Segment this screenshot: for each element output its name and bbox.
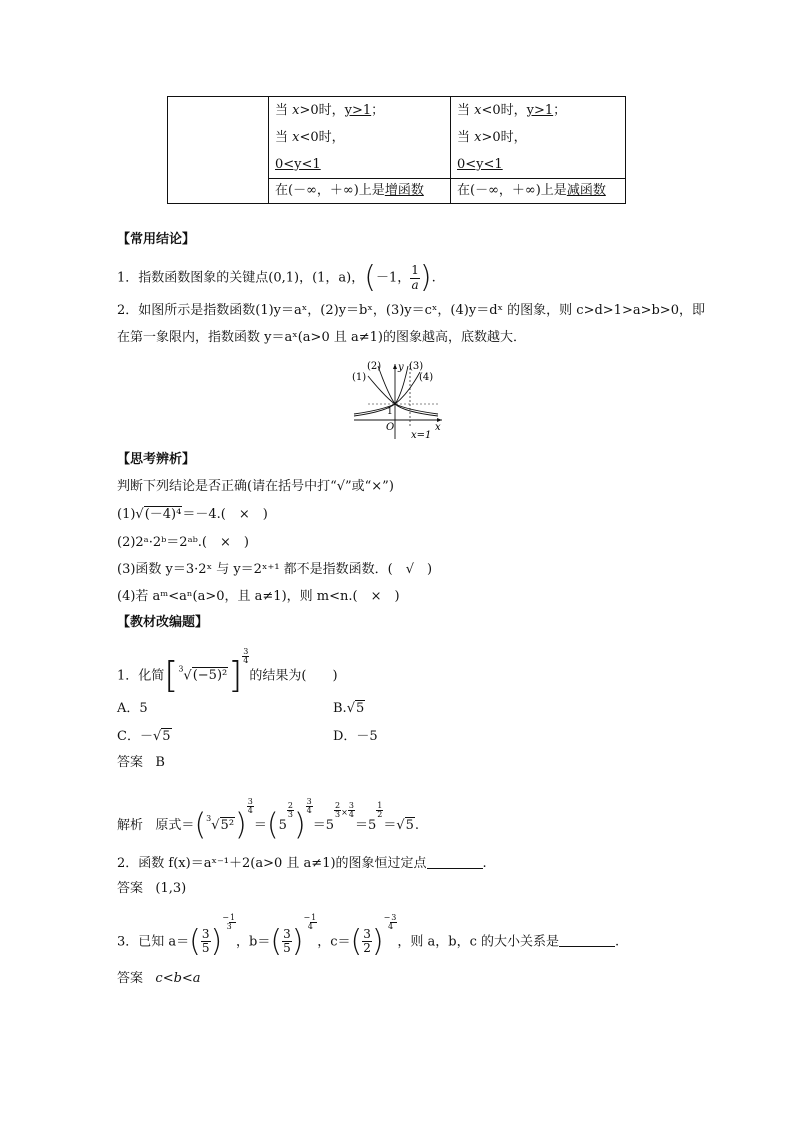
graph-label-2: (2) xyxy=(367,361,382,372)
conclusion-2-line1: 2．如图所示是指数函数(1)y＝aˣ，(2)y＝bˣ，(3)y＝cˣ，(4)y＝dˣ 的图象，则 c>d>1>a>b>0，即 xyxy=(117,303,705,318)
thinking-q2: (2)2ᵃ·2ᵇ＝2ᵃᵇ.( × ) xyxy=(117,535,249,550)
table-empty-cell xyxy=(168,97,269,204)
section-header-thinking: 【思考辨析】 xyxy=(117,452,196,467)
exponential-functions-graph xyxy=(348,356,448,442)
answer-1: 答案 B xyxy=(117,755,165,770)
table-cell-increasing: 当 x>0时，y>1； 当 x<0时， 0<y<1 xyxy=(269,97,451,179)
conclusion-1: 1．指数函数图象的关键点(0,1)，(1，a)，(－1， $\frac{1}{a}$ ). xyxy=(117,260,436,295)
thinking-q3: (3)函数 y＝3·2ˣ 与 y＝2ˣ⁺¹ 都不是指数函数．( √ ) xyxy=(117,562,433,577)
answer-blank-3[interactable] xyxy=(559,934,615,947)
graph-origin-label: O xyxy=(386,422,395,433)
graph-label-1: (1) xyxy=(352,372,367,383)
problem-3: 3．已知 a＝( $\frac{3}{5}$ )−1 3 ，b＝( $\frac{3}{5}$ )−1 4 ，c＝( $\frac{3}{2}$ )−3 4 ，则 a，b，c 的大小关系是 . xyxy=(117,913,620,959)
section-header-conclusions: 【常用结论】 xyxy=(117,232,196,247)
answer-2: 答案 (1,3) xyxy=(117,881,187,896)
answer-3: 答案 c<b<a xyxy=(117,971,201,986)
option-a: A．5 xyxy=(117,701,148,716)
conclusion-2-line2: 在第一象限内，指数函数 y＝aˣ(a>0 且 a≠1)的图象越高，底数越大． xyxy=(117,330,526,345)
problem-1: 1．化简[$^3$√(−5)²] $\frac{3}{4}$ 的结果为( ) xyxy=(117,647,338,696)
graph-vline-label: x=1 xyxy=(411,430,432,441)
graph-one-label: 1 xyxy=(387,407,393,417)
properties-table xyxy=(167,96,626,204)
option-c: C．－√5 xyxy=(117,729,171,744)
thinking-intro: 判断下列结论是否正确(请在括号中打“√”或“×”) xyxy=(117,479,394,494)
answer-blank-2[interactable] xyxy=(427,856,483,869)
option-d: D．－5 xyxy=(333,729,378,744)
section-header-textbook: 【教材改编题】 xyxy=(117,615,209,630)
graph-y-axis-label: y xyxy=(398,362,404,373)
table-cell-decreasing: 当 x<0时，y>1； 当 x>0时， 0<y<1 xyxy=(451,97,626,179)
problem-2: 2．函数 f(x)＝aˣ⁻¹＋2(a>0 且 a≠1)的图象恒过定点 . xyxy=(117,856,487,871)
graph-label-3: (3) xyxy=(409,361,424,372)
table-foot-increasing: 在(－∞，＋∞)上是增函数 xyxy=(269,179,451,204)
table-foot-decreasing: 在(－∞，＋∞)上是减函数 xyxy=(451,179,626,204)
thinking-q4: (4)若 aᵐ<aⁿ(a>0，且 a≠1)，则 m<n.( × ) xyxy=(117,589,400,604)
option-b: B.√5 xyxy=(333,701,365,716)
graph-x-axis-label: x xyxy=(435,422,441,433)
solution-1: 解析 原式＝($^3$√5²) $\frac{3}{4}$ ＝(5 $\frac{2}{3}$ ) $\frac{3}{4}$ ＝5 $\frac{2}{3}$ × $\frac{3}{4}$ ＝5 $\frac{1}{2}$ ＝√5. xyxy=(117,796,420,843)
thinking-q1: (1)√(－4)⁴＝－4.( × ) xyxy=(117,507,268,522)
graph-label-4: (4) xyxy=(419,372,434,383)
